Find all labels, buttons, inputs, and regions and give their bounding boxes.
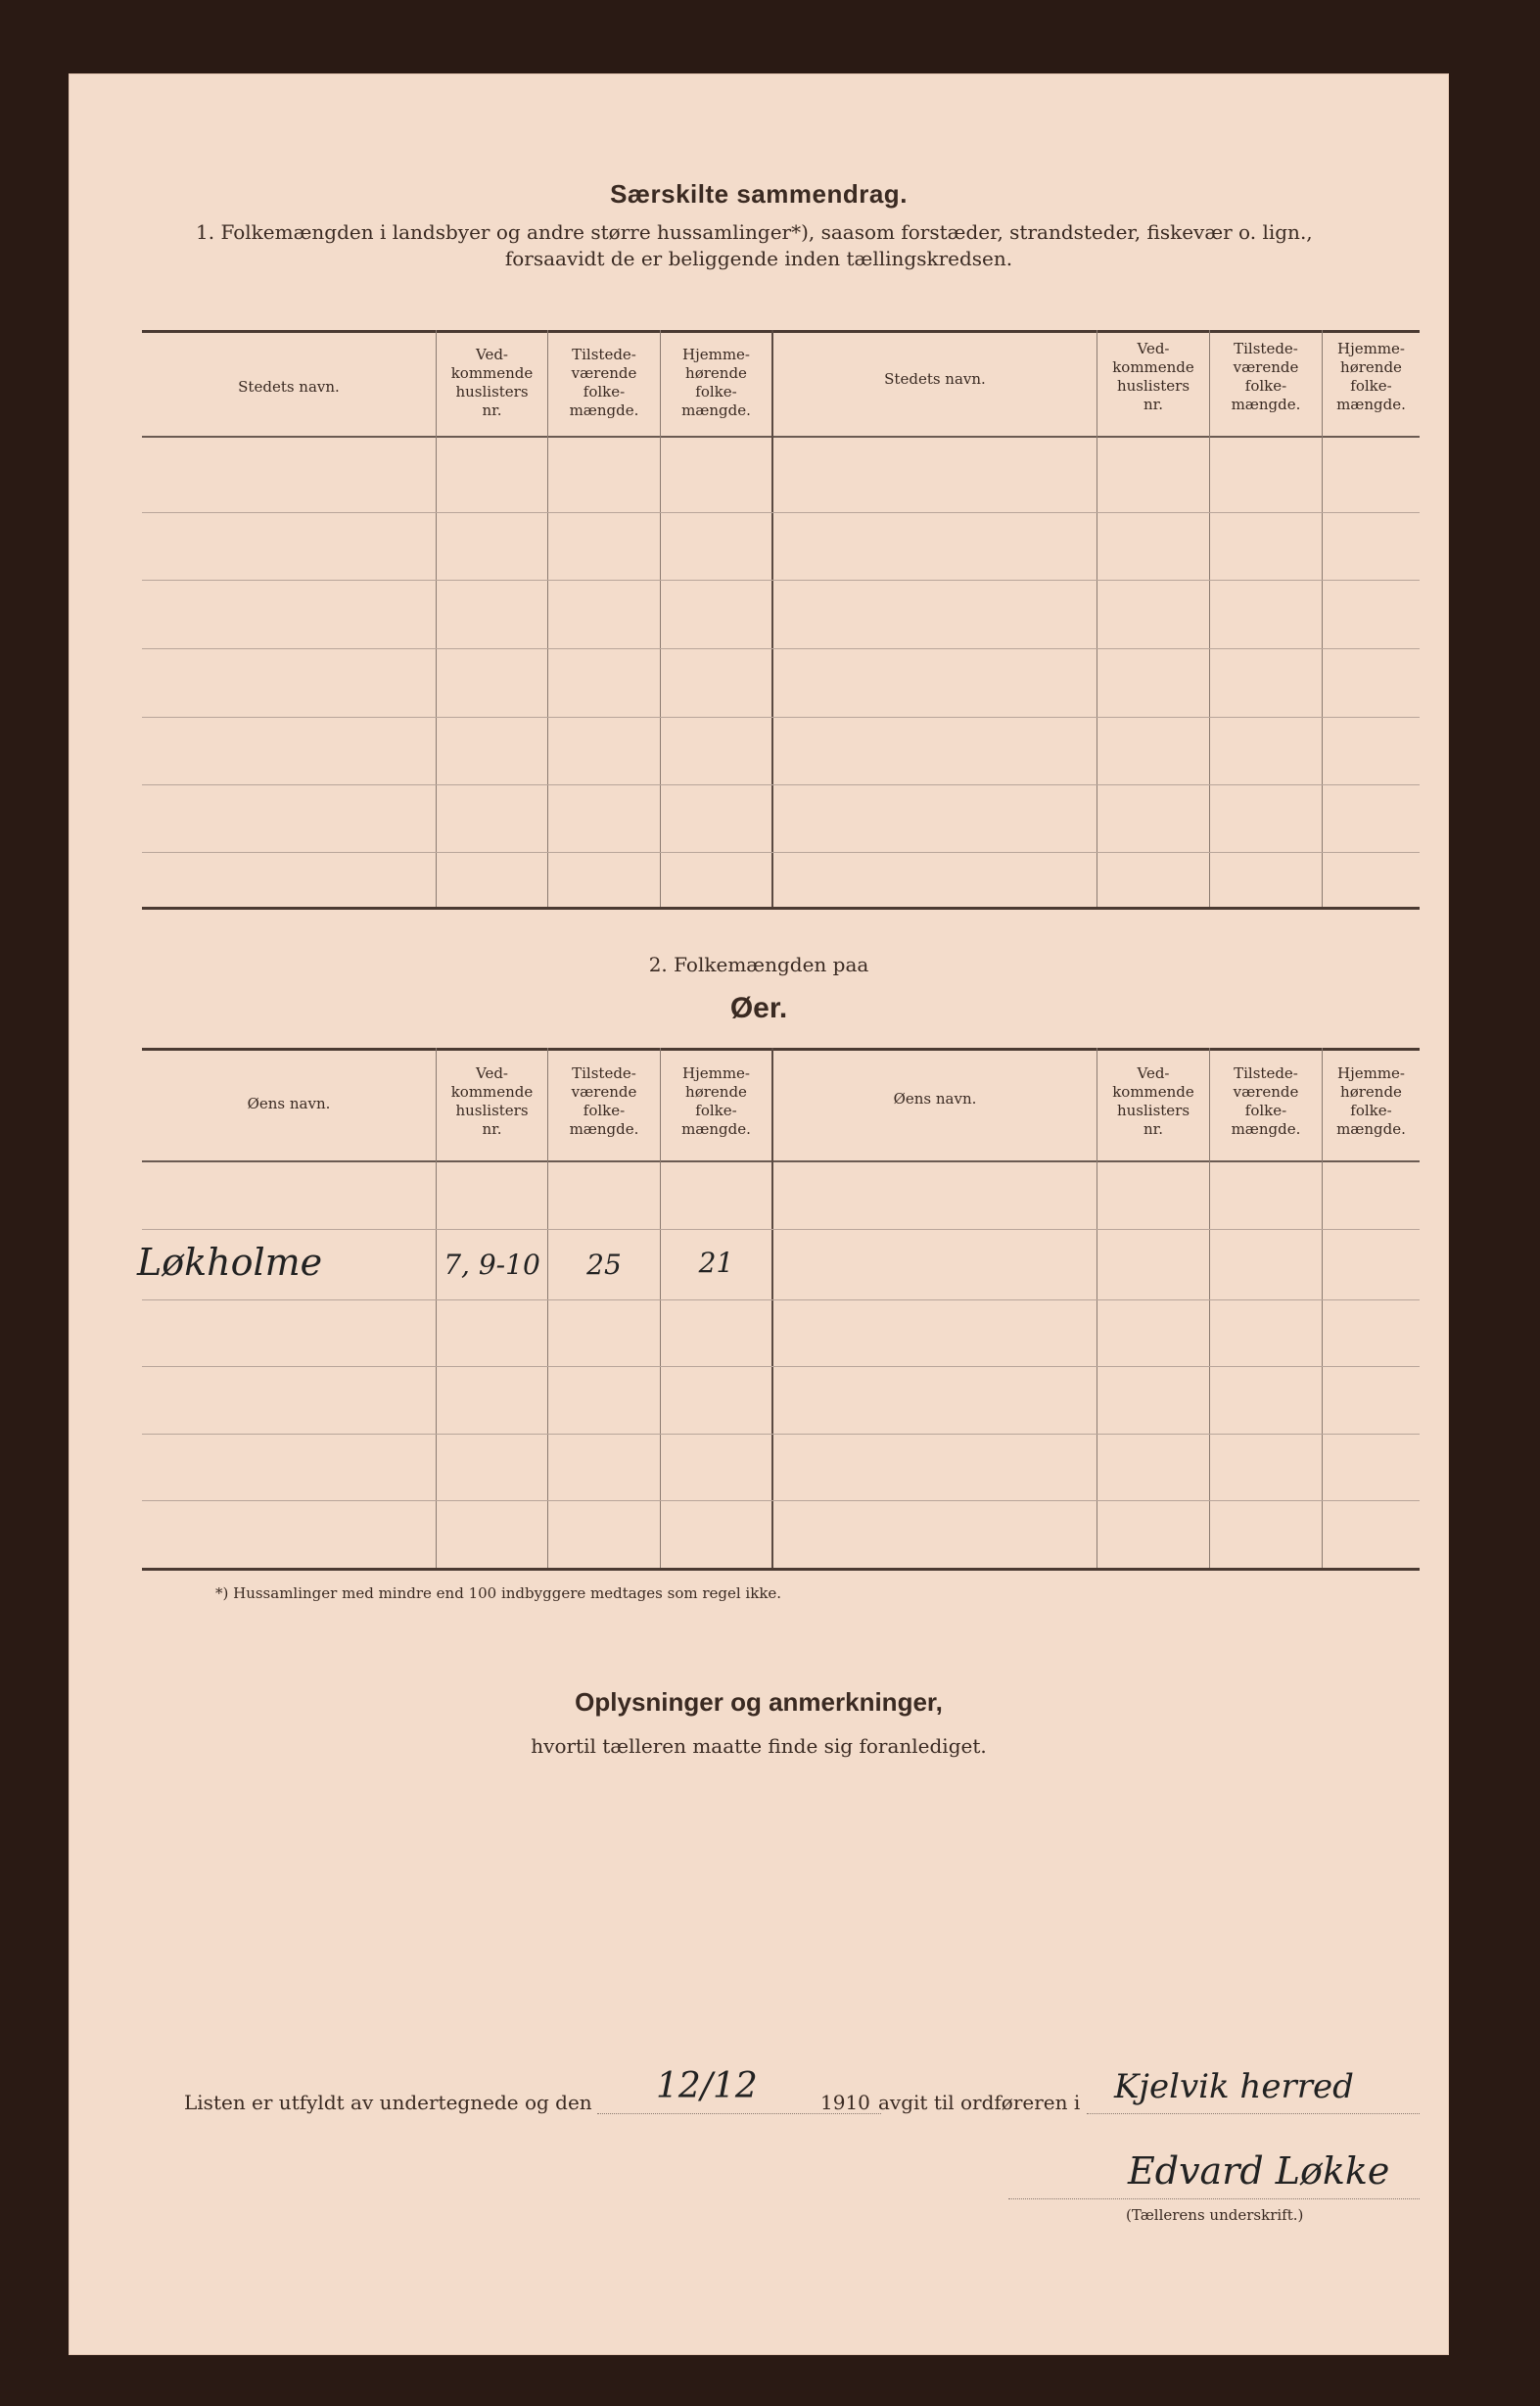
header-oer-huslisters-right: Ved- kommende huslisters nr. [1112, 1064, 1194, 1138]
header-stedets-navn-left: Stedets navn. [238, 378, 340, 396]
signature-date: 12/12 [656, 2066, 758, 2106]
section2-intro: 2. Folkemængden paa [648, 953, 869, 976]
signature-place: Kjelvik herred [1114, 2067, 1354, 2106]
header-tilstede-left: Tilstede- værende folke- mængde. [569, 346, 639, 419]
header-huslisters-right: Ved- kommende huslisters nr. [1112, 340, 1194, 413]
section-title: Særskilte sammendrag. [610, 179, 908, 209]
signature-caption: (Tællerens underskrift.) [1126, 2206, 1304, 2224]
entry-tilstede: 25 [586, 1249, 622, 1281]
census-form-page [69, 73, 1449, 2355]
signature-middle: avgit til ordføreren i [878, 2091, 1081, 2114]
header-oens-navn-left: Øens navn. [247, 1095, 331, 1112]
entry-hjemme: 21 [698, 1247, 734, 1279]
header-oer-hjemme-left: Hjemme- hørende folke- mængde. [681, 1064, 751, 1138]
section1-intro-line1: 1. Folkemængden i landsbyer og andre større hussamlinger*), saasom forstæder, strandsteder, fiskevær o. lign., [196, 220, 1313, 244]
signature-prefix: Listen er utfyldt av undertegnede og den [184, 2091, 592, 2114]
section1-intro-line2: forsaavidt de er beliggende inden tællingskredsen. [504, 247, 1013, 270]
header-oer-huslisters-left: Ved- kommende huslisters nr. [450, 1064, 534, 1138]
footnote: *) Hussamlinger med mindre end 100 indbyggere medtages som regel ikke. [215, 1584, 782, 1602]
header-tilstede-right: Tilstede- værende folke- mængde. [1231, 340, 1301, 413]
remarks-title: Oplysninger og anmerkninger, [575, 1687, 943, 1717]
header-huslisters-left: Ved- kommende huslisters nr. [450, 346, 534, 419]
header-hjemme-left: Hjemme- hørende folke- mængde. [681, 346, 751, 419]
signature-year: 1910 [820, 2091, 870, 2114]
section2-title: Øer. [729, 992, 788, 1024]
header-hjemme-right: Hjemme- hørende folke- mængde. [1336, 340, 1406, 413]
header-oer-tilstede-left: Tilstede- værende folke- mængde. [569, 1064, 639, 1138]
remarks-subtitle: hvortil tælleren maatte finde sig foranlediget. [531, 1734, 987, 1758]
header-stedets-navn-right: Stedets navn. [884, 370, 986, 388]
entry-huslisters-nr: 7, 9-10 [443, 1249, 540, 1281]
header-oer-tilstede-right: Tilstede- værende folke- mængde. [1231, 1064, 1301, 1138]
teller-signature: Edvard Løkke [1128, 2149, 1390, 2193]
header-oer-hjemme-right: Hjemme- hørende folke- mængde. [1336, 1064, 1406, 1138]
entry-island-name: Løkholme [137, 1241, 323, 1284]
header-oens-navn-right: Øens navn. [893, 1090, 977, 1108]
